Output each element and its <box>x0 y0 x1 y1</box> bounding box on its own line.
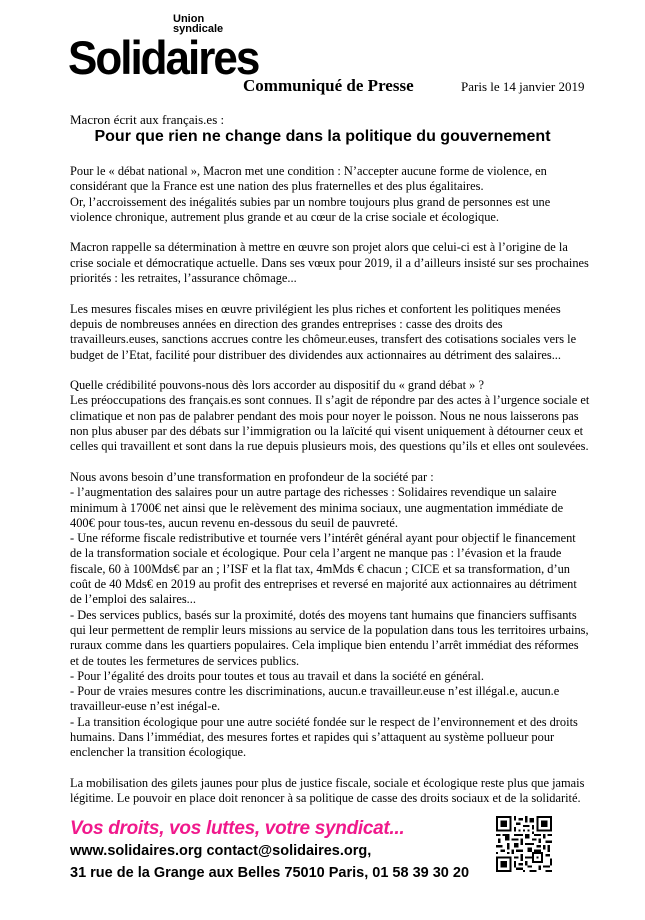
paragraph-line: Quelle crédibilité pouvons-nous dès lors accorder au dispositif du « grand débat » ? <box>70 378 484 393</box>
footer-address: 31 rue de la Grange aux Belles 75010 Paris, 01 58 39 30 20 <box>70 865 470 881</box>
logo-tagline-line1: Union <box>173 13 205 25</box>
list-item: - Pour de vraies mesures contre les discriminations, aucun.e travailleur.euse n’est illégal.e, aucun.e travailleur-euse n’est inégal-e. <box>70 684 560 714</box>
demands-list <box>70 470 590 761</box>
footer-contact: www.solidaires.org contact@solidaires.org, <box>70 843 372 859</box>
paragraph-6: La mobilisation des gilets jaunes pour plus de justice fiscale, sociale et écologique reste plus que jamais légitime. Le pouvoir en place doit renoncer à sa politique de casse des droits sociaux et de la solidarité. <box>70 775 585 806</box>
paragraph-line: Or, l’accroissement des inégalités subies par un nombre toujours plus grand de personnes est une violence chronique, autrement plus grande et au cœur de la crise sociale et écologique. <box>70 194 551 224</box>
list-item: - Pour l’égalité des droits pour toutes et tous au travail et dans la société en général. <box>70 668 484 683</box>
solidaires-logo <box>68 13 259 94</box>
footer-slogan: Vos droits, vos luttes, votre syndicat... <box>70 818 405 839</box>
demands-intro: Nous avons besoin d’une transformation en profondeur de la société par : <box>70 469 434 484</box>
list-item: - La transition écologique pour une autre société fondée sur le respect de l’environnement et des droits humains. Dans l’immédiat, des mesures fortes et rapides qui s’attaquent au système pollueur pour enclencher la transition écologique. <box>70 714 578 760</box>
logo-wordmark: Solidaires <box>68 32 259 85</box>
paragraph-line: Pour le « débat national », Macron met une condition : N’accepter aucune forme de violence, en considérant que la France est une nation des plus fraternelles et des plus égalitaires. <box>70 164 547 194</box>
press-release-title: Communiqué de Presse <box>243 76 414 95</box>
paragraph-3: Les mesures fiscales mises en œuvre privilégient les plus riches et confortent les politiques menées depuis de nombreuses années en direction des grandes entreprises : casse des droits des travailleurs.euses, sanctions accrues contre les chômeur.euses, transfert des cotisations sociales vers le budget de l’Etat, facilité pour distribuer des dividendes aux actionnaires au détriment des salaires... <box>70 301 577 362</box>
logo-tagline <box>173 14 223 34</box>
qr-code-icon <box>496 816 552 872</box>
paragraph-line: Les préoccupations des français.es sont connues. Il s’agit de répondre par des actes à l’urgence sociale et climatique et non pas de palabrer pendant des mois pour noyer le poisson. Nous ne nous laisserons pas non plus abuser par des débats sur l’immigration ou la laïcité qui visent uniquement à détourner ceux et celles qui travaillent et sont dans la rue depuis plusieurs mois, des questions qu’ils et elles ont soulevées. <box>70 393 590 454</box>
paragraph-2: Macron rappelle sa détermination à mettre en œuvre son projet alors que celui-ci est à l’origine de la crise sociale et démocratique actuelle. Dans ses vœux pour 2019, il a d’ailleurs insisté sur ses prochaines priorités : les retraites, l’assurance chômage... <box>70 240 589 286</box>
kicker-line: Macron écrit aux français.es : <box>70 112 225 127</box>
press-release-date: Paris le 14 janvier 2019 <box>461 79 585 94</box>
list-item: - Une réforme fiscale redistributive et tournée vers l’intérêt général ayant pour objectif le financement de la transformation sociale et écologique. Pour cela l’argent ne manque pas : l’évasion et la fraude fiscale, 60 à 100Mds€ par an ; l’ISF et la flat tax, 4mMds € chacun ; CICE et sa transformation, d’un coût de 40 Mds€ en 2019 au profit des entreprises et reversé en majorité aux actionnaires au détriment de l’emploi des salaires... <box>70 531 577 607</box>
paragraph-4 <box>70 378 590 454</box>
logo-tagline-line2: syndicale <box>173 23 224 35</box>
page-title: Pour que rien ne change dans la politique du gouvernement <box>94 128 551 145</box>
list-item: - l’augmentation des salaires pour un autre partage des richesses : Solidaires revendique un salaire minimum à 1700€ net ainsi que le relèvement des minima sociaux, une augmentation immédiate de 400€ pour tous-tes, aucun revenu en-dessous du seuil de pauvreté. <box>70 485 564 530</box>
paragraph-1 <box>70 164 590 225</box>
press-release-body <box>70 164 590 822</box>
list-item: - Des services publics, basés sur la proximité, dotés des moyens tant humains que financiers suffisants qui leur permettent de remplir leurs missions au service de la population dans tous les territoires urbains, ruraux comme dans les quartiers populaires. Cela implique bien entendu l’arrêt immédiat des réformes et de toutes les fermetures de services publics. <box>70 607 589 668</box>
